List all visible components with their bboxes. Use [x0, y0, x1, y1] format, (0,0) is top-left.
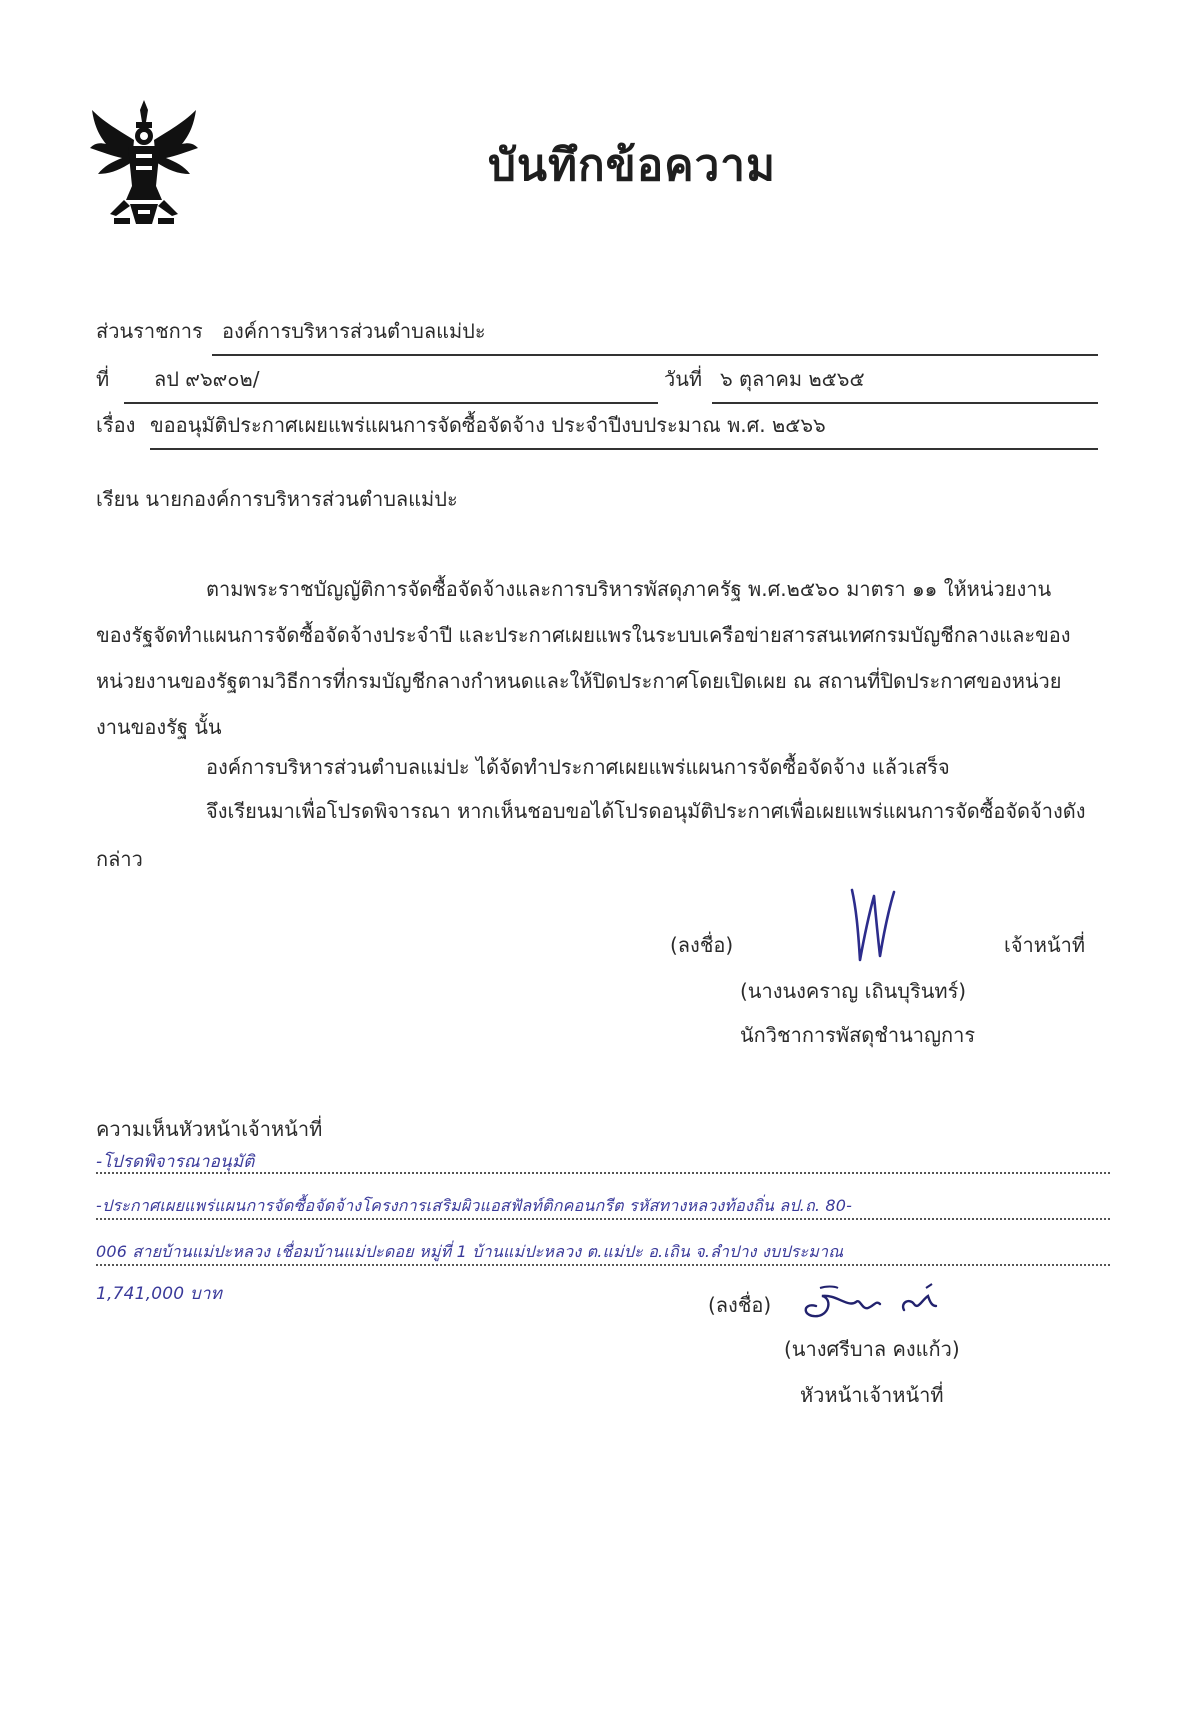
body-paragraph-1-line-1: ตามพระราชบัญญัติการจัดซื้อจัดจ้างและการบริหารพัสดุภาครัฐ พ.ศ.๒๕๖๐ มาตรา ๑๑ ให้หน่วยงาน: [206, 577, 1052, 601]
signature-2-name: (นางศรีบาล คงแก้ว): [784, 1337, 960, 1361]
signature-2-position: หัวหน้าเจ้าหน้าที่: [800, 1383, 944, 1407]
opinion-line-1: -โปรดพิจารณาอนุมัติ: [96, 1152, 255, 1172]
opinion-line-2: -ประกาศเผยแพร่แผนการจัดซื้อจัดจ้างโครงการเสริมผิวแอสฟัลท์ติกคอนกรีต รหัสทางหลวงท้องถิ่น ลป.ถ. 80-: [96, 1196, 853, 1215]
signature-2-label: (ลงชื่อ): [708, 1293, 772, 1317]
garuda-emblem-icon: [88, 100, 200, 230]
subject-label: เรื่อง: [96, 413, 136, 437]
signature-1-position: นักวิชาการพัสดุชำนาญการ: [740, 1023, 976, 1047]
date-value: ๖ ตุลาคม ๒๕๖๕: [720, 367, 865, 391]
opinion-line-3: 006 สายบ้านแม่ปะหลวง เชื่อมบ้านแม่ปะดอย หมู่ที่ 1 บ้านแม่ปะหลวง ต.แม่ปะ อ.เถิน จ.ลำปาง งบประมาณ: [96, 1242, 844, 1261]
subject-value: ขออนุมัติประกาศเผยแพร่แผนการจัดซื้อจัดจ้าง ประจำปีงบประมาณ พ.ศ. ๒๕๖๖: [150, 413, 826, 437]
body-paragraph-1-line-3: หน่วยงานของรัฐตามวิธีการที่กรมบัญชีกลางกำหนดและให้ปิดประกาศโดยเปิดเผย ณ สถานที่ปิดประกาศของหน่วย: [96, 669, 1062, 693]
signature-1-role: เจ้าหน้าที่: [1004, 933, 1086, 957]
agency-label: ส่วนราชการ: [96, 319, 203, 343]
opinion-dotline-3: [96, 1264, 1110, 1266]
subject-underline: [150, 448, 1098, 450]
body-paragraph-3-line-1: จึงเรียนมาเพื่อโปรดพิจารณา หากเห็นชอบขอได้โปรดอนุมัติประกาศเพื่อเผยแพร่แผนการจัดซื้อจัดจ้างดัง: [206, 799, 1086, 823]
opinion-dotline-2: [96, 1218, 1110, 1220]
opinion-line-4: 1,741,000 บาท: [96, 1284, 223, 1304]
signature-1-handwritten: [846, 888, 898, 964]
ref-value: ลป ๙๖๙๐๒/: [154, 367, 260, 391]
body-paragraph-1-line-4: งานของรัฐ นั้น: [96, 715, 222, 739]
body-paragraph-2: องค์การบริหารส่วนตำบลแม่ปะ ได้จัดทำประกาศเผยแพร่แผนการจัดซื้อจัดจ้าง แล้วเสร็จ: [206, 755, 950, 779]
memo-title: บันทึกข้อความ: [488, 140, 777, 191]
body-paragraph-3-line-2: กล่าว: [96, 847, 143, 871]
agency-underline: [212, 354, 1098, 356]
signature-1-label: (ลงชื่อ): [670, 933, 734, 957]
opinion-heading: ความเห็นหัวหน้าเจ้าหน้าที่: [96, 1117, 323, 1141]
agency-value: องค์การบริหารส่วนตำบลแม่ปะ: [222, 319, 486, 343]
ref-label: ที่: [96, 367, 110, 391]
signature-1-name: (นางนงคราญ เถินบุรินทร์): [740, 979, 967, 1003]
opinion-dotline-1: [96, 1172, 1110, 1174]
date-underline: [712, 402, 1098, 404]
ref-underline: [124, 402, 658, 404]
salutation: เรียน นายกองค์การบริหารส่วนตำบลแม่ปะ: [96, 487, 458, 511]
body-paragraph-1-line-2: ของรัฐจัดทำแผนการจัดซื้อจัดจ้างประจำปี และประกาศเผยแพรในระบบเครือข่ายสารสนเทศกรมบัญชีกลางและของ: [96, 623, 1071, 647]
date-label: วันที่: [664, 367, 703, 391]
signature-2-handwritten: [796, 1280, 946, 1324]
